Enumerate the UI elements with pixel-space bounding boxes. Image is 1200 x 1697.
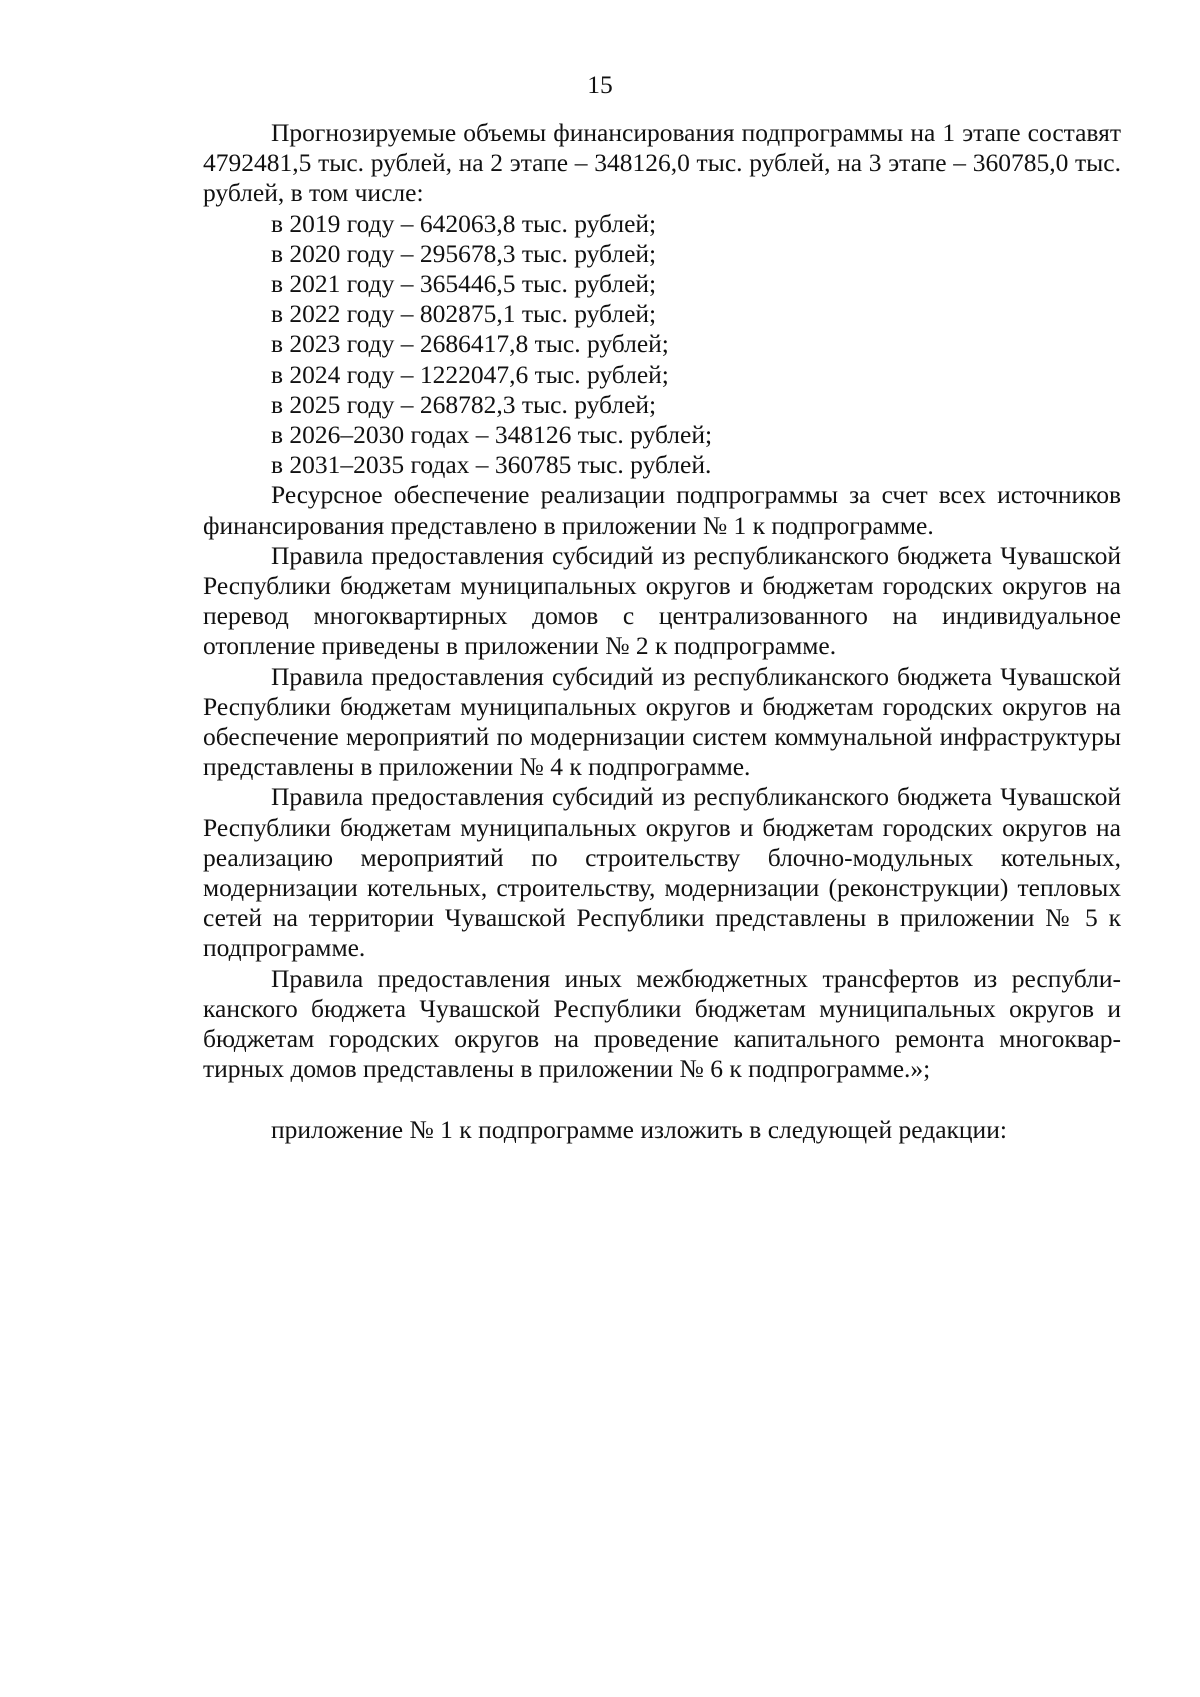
paragraph-rules-modernization: Правила предоставления субсидий из республиканского бюджета Чувашской Республики бюджетам муниципальных округов и бюджетам городских округов на обеспечение мероприятий по модернизации систем коммунальной инфраструктуры представлены в приложении № 4 к подпрограмме. [203, 661, 1121, 782]
list-item: в 2024 году – 1222047,6 тыс. рублей; [271, 359, 669, 389]
list-item: в 2031–2035 годах – 360785 тыс. рублей. [271, 450, 712, 480]
paragraph-rules-heating: Правила предоставления субсидий из республиканского бюджета Чувашской Республики бюджетам муниципальных округов и бюджетам городских округов на перевод многоквартирных домов с централизованного на индивидуальное отопление приведены в приложении № 2 к подпрограмме. [203, 540, 1121, 661]
spacer [203, 1085, 1121, 1115]
list-item: в 2023 году – 2686417,8 тыс. рублей; [271, 329, 669, 359]
yearly-financing-list [203, 209, 1121, 481]
list-item: в 2019 году – 642063,8 тыс. рублей; [271, 208, 657, 238]
list-item: в 2026–2030 годах – 348126 тыс. рублей; [271, 420, 713, 450]
list-item: в 2021 году – 365446,5 тыс. рублей; [271, 269, 657, 299]
page-number: 15 [587, 70, 613, 99]
paragraph-rules-boilers: Правила предоставления субсидий из республиканского бюджета Чувашской Республики бюджетам муниципальных округов и бюджетам городских округов на реализацию мероприятий по строительству блочно-модульных котельных, модернизации котельных, строительству, модернизации (реконструкции) тепловых сетей на территории Чувашской Республики представлены в приложении № 5 к подпрограмме. [203, 782, 1121, 963]
list-item: в 2020 году – 295678,3 тыс. рублей; [271, 238, 657, 268]
paragraph-closing-instruction: приложение № 1 к подпрограмме изложить в следующей редакции: [271, 1114, 1007, 1144]
paragraph-resource-provision: Ресурсное обеспечение реализации подпрограммы за счет всех источников финансирования представлено в приложении № 1 к подпрограмме. [203, 480, 1121, 540]
list-item: в 2025 году – 268782,3 тыс. рублей; [271, 389, 657, 419]
paragraph-financing-intro: Прогнозируемые объемы финансирования подпрограммы на 1 этапе составят 4792481,5 тыс. рублей, на 2 этапе – 348126,0 тыс. рублей, на 3 этапе – 360785,0 тыс. рублей, в том числе: [203, 118, 1121, 208]
list-item: в 2022 году – 802875,1 тыс. рублей; [271, 299, 657, 329]
paragraph-rules-repair: Правила предоставления иных межбюджетных трансфертов из республиканского бюджета Чувашской Республики бюджетам муниципальных округов и бюджетам городских округов на проведение капитального ремонта многоквартирных домов представлены в приложении № 6 к подпрограмме.»; [203, 963, 1121, 1084]
document-body [203, 118, 1121, 1145]
